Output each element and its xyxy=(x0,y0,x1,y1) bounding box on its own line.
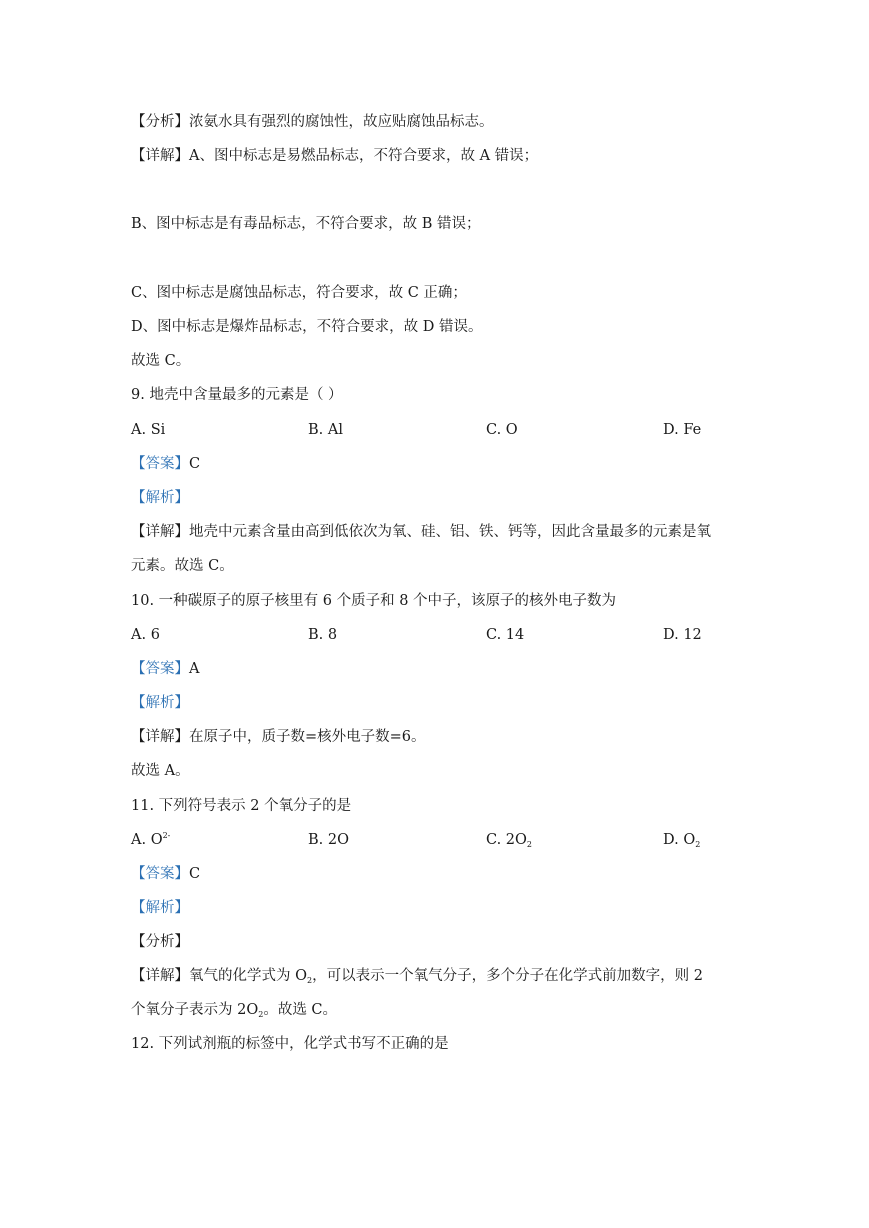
analysis-text: 浓氨水具有强烈的腐蚀性，故应贴腐蚀品标志。 xyxy=(189,114,494,130)
q10-conclusion: 故选 A。 xyxy=(131,763,190,779)
q9-option-b: B. Al xyxy=(308,422,343,438)
q11-option-c xyxy=(486,830,532,850)
q9-detail-line1 xyxy=(131,522,711,542)
answer-tag: 【答案】 xyxy=(131,456,189,472)
q8-conclusion: 故选 C。 xyxy=(131,353,191,369)
answer-tag: 【答案】 xyxy=(131,661,189,677)
q11-detail-line2 xyxy=(131,1000,337,1020)
q8-detail-d: D、图中标志是爆炸品标志，不符合要求，故 D 错误。 xyxy=(131,319,483,335)
q11-question: 11. 下列符号表示 2 个氧分子的是 xyxy=(131,798,352,814)
detail-text-a: 个氧分子表示为 2O xyxy=(131,1002,259,1018)
detail-text: A、图中标志是易燃品标志，不符合要求，故 A 错误； xyxy=(189,148,539,164)
answer-value: C xyxy=(189,456,201,472)
q11-explain-tag: 【解析】 xyxy=(131,900,189,916)
q11-detail-line1 xyxy=(131,966,703,986)
q9-answer xyxy=(131,454,200,474)
q8-detail-b: B、图中标志是有毒品标志，不符合要求，故 B 错误； xyxy=(131,216,481,232)
answer-value: A xyxy=(189,661,200,677)
q10-question: 10. 一种碳原子的原子核里有 6 个质子和 8 个中子，该原子的核外电子数为 xyxy=(131,593,617,609)
detail-text-b: 。故选 C。 xyxy=(263,1002,338,1018)
option-d-subscript: 2 xyxy=(695,840,701,849)
answer-value: C xyxy=(189,866,201,882)
q11-answer xyxy=(131,864,200,884)
detail-subscript: 2 xyxy=(258,1010,264,1019)
q11-option-b: B. 2O xyxy=(308,832,349,848)
q8-analysis xyxy=(131,112,494,132)
answer-tag: 【答案】 xyxy=(131,866,189,882)
q10-option-b: B. 8 xyxy=(308,627,338,643)
q11-analysis-tag: 【分析】 xyxy=(131,934,189,950)
q9-question: 9. 地壳中含量最多的元素是（ ） xyxy=(131,387,343,403)
option-a-text: A. O xyxy=(131,832,163,848)
detail-text-b: ，可以表示一个氧气分子，多个分子在化学式前加数字，则 2 xyxy=(312,968,703,984)
q10-detail xyxy=(131,727,426,747)
q9-option-a: A. Si xyxy=(131,422,166,438)
q8-detail-c: C、图中标志是腐蚀品标志，符合要求，故 C 正确； xyxy=(131,285,467,301)
detail-text: 地壳中元素含量由高到低依次为氧、硅、铝、铁、钙等，因此含量最多的元素是氧 xyxy=(189,524,711,540)
q10-option-c: C. 14 xyxy=(486,627,525,643)
detail-subscript: 2 xyxy=(307,976,313,985)
detail-tag: 【详解】 xyxy=(131,524,189,540)
q9-detail-line2: 元素。故选 C。 xyxy=(131,558,234,574)
q9-explain-tag: 【解析】 xyxy=(131,490,189,506)
detail-text: 在原子中，质子数=核外电子数=6。 xyxy=(189,729,426,745)
q10-option-d: D. 12 xyxy=(663,627,702,643)
option-c-subscript: 2 xyxy=(526,840,533,849)
detail-tag: 【详解】 xyxy=(131,968,189,984)
q8-detail-a xyxy=(131,146,538,166)
q9-option-c: C. O xyxy=(486,422,518,438)
detail-tag: 【详解】 xyxy=(131,729,189,745)
q10-option-a: A. 6 xyxy=(131,627,160,643)
q11-option-d xyxy=(663,830,700,850)
q11-option-a xyxy=(131,830,170,850)
q10-explain-tag: 【解析】 xyxy=(131,695,189,711)
detail-text-a: 氧气的化学式为 O xyxy=(189,968,307,984)
analysis-tag: 【分析】 xyxy=(131,114,189,130)
option-d-text: D. O xyxy=(663,832,696,848)
q12-question: 12. 下列试剂瓶的标签中，化学式书写不正确的是 xyxy=(131,1036,449,1052)
q9-option-d: D. Fe xyxy=(663,422,702,438)
detail-tag: 【详解】 xyxy=(131,148,189,164)
q10-answer xyxy=(131,659,199,679)
option-c-text: C. 2O xyxy=(486,832,527,848)
option-a-charge: 2- xyxy=(162,831,171,840)
